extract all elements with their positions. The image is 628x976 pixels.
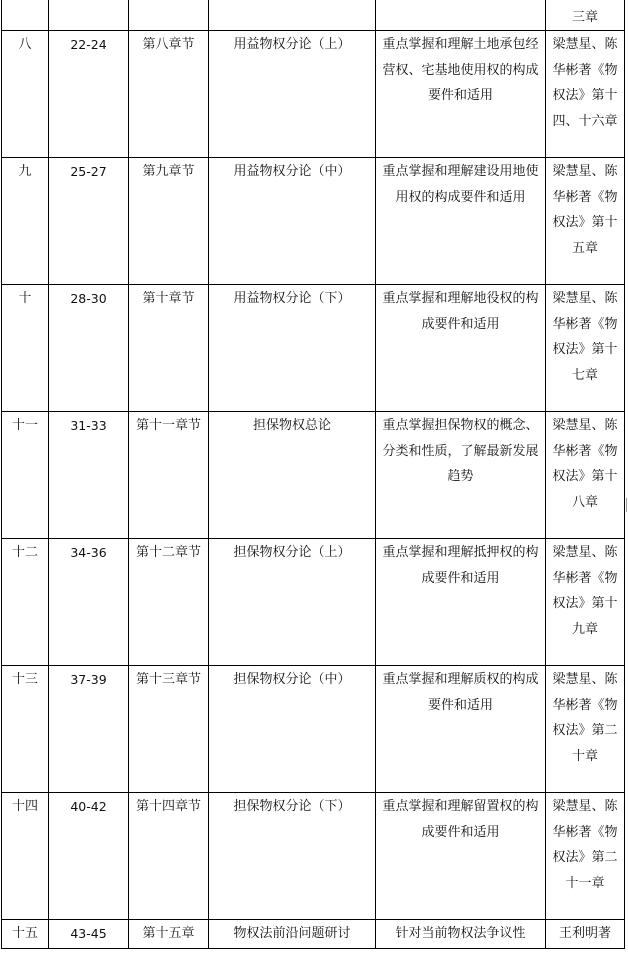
table-row-partial — [2, 0, 625, 31]
objective-text: 重点掌握和理解抵押权的构成要件和适用 — [382, 545, 539, 586]
reference-text: 三章 — [571, 9, 598, 25]
table-row — [2, 158, 625, 285]
cell-number — [2, 412, 49, 539]
reference-text: 梁慧星、陈华彬著《物权法》第十五章 — [552, 164, 618, 256]
cell-reference — [546, 285, 625, 412]
table-row — [2, 793, 625, 920]
cell-reference — [546, 539, 625, 666]
chapter-text: 第十五章 — [142, 926, 195, 941]
objective-text: 重点掌握担保物权的概念、分类和性质，了解最新发展趋势 — [382, 418, 539, 484]
chapter-text: 第十四章节 — [135, 799, 201, 814]
table-row — [2, 285, 625, 412]
table-row — [2, 539, 625, 666]
weeks-text: 40-42 — [70, 799, 107, 814]
number-text: 十二 — [11, 545, 38, 560]
cell-number — [2, 920, 49, 949]
objective-text: 针对当前物权法争议性 — [395, 926, 526, 941]
cell-objective — [376, 793, 546, 920]
cell-chapter — [129, 412, 209, 539]
topic-text: 用益物权分论（上） — [233, 37, 351, 52]
table-row — [2, 666, 625, 793]
weeks-text: 34-36 — [70, 545, 107, 560]
weeks-text: 37-39 — [70, 672, 107, 687]
reference-text: 梁慧星、陈华彬著《物权法》第二十章 — [552, 672, 618, 764]
chapter-text: 第十二章节 — [135, 545, 201, 560]
weeks-text: 28-30 — [70, 291, 107, 306]
weeks-text: 25-27 — [70, 164, 107, 179]
number-text: 十四 — [11, 799, 38, 814]
cell-topic — [209, 31, 376, 158]
objective-text: 重点掌握和理解质权的构成要件和适用 — [382, 672, 539, 713]
weeks-text: 22-24 — [70, 37, 107, 52]
reference-text: 梁慧星、陈华彬著《物权法》第十七章 — [552, 291, 618, 383]
cell-topic — [209, 539, 376, 666]
reference-text: 王利明著 — [558, 926, 611, 941]
weeks-text: 31-33 — [70, 418, 107, 433]
cell-chapter — [129, 920, 209, 949]
number-text: 十三 — [11, 672, 38, 687]
number-text: 十一 — [11, 418, 38, 433]
cell-chapter — [129, 158, 209, 285]
cell-topic — [209, 158, 376, 285]
cell-number — [2, 793, 49, 920]
table-row — [2, 31, 625, 158]
cell-number — [2, 31, 49, 158]
cell-chapter — [129, 539, 209, 666]
cell-empty — [49, 0, 129, 31]
cell-weeks — [49, 412, 129, 539]
table-row — [2, 412, 625, 539]
cell-objective — [376, 920, 546, 949]
cell-topic — [209, 793, 376, 920]
cell-chapter — [129, 31, 209, 158]
cell-weeks — [49, 666, 129, 793]
cell-number — [2, 539, 49, 666]
cell-objective — [376, 285, 546, 412]
chapter-text: 第十三章节 — [135, 672, 201, 687]
cell-weeks — [49, 158, 129, 285]
cell-weeks — [49, 285, 129, 412]
cell-objective — [376, 31, 546, 158]
cell-topic — [209, 412, 376, 539]
topic-text: 担保物权分论（上） — [233, 545, 351, 560]
cell-reference — [546, 158, 625, 285]
cell-reference — [546, 920, 625, 949]
objective-text: 重点掌握和理解地役权的构成要件和适用 — [382, 291, 539, 332]
cell-empty — [209, 0, 376, 31]
topic-text: 担保物权分论（下） — [233, 799, 351, 814]
cell-reference — [546, 31, 625, 158]
topic-text: 物权法前沿问题研讨 — [233, 926, 351, 941]
cell-objective — [376, 412, 546, 539]
cell-weeks — [49, 31, 129, 158]
number-text: 十五 — [11, 926, 38, 941]
cell-objective — [376, 158, 546, 285]
cell-empty — [129, 0, 209, 31]
cell-reference — [546, 0, 625, 31]
objective-text: 重点掌握和理解土地承包经营权、宅基地使用权的构成要件和适用 — [382, 37, 539, 103]
topic-text: 担保物权分论（中） — [233, 672, 351, 687]
cell-topic — [209, 666, 376, 793]
topic-text: 用益物权分论（中） — [233, 164, 351, 179]
cell-number — [2, 158, 49, 285]
cell-reference — [546, 666, 625, 793]
cell-reference — [546, 412, 625, 539]
reference-text: 梁慧星、陈华彬著《物权法》第二十一章 — [552, 799, 618, 891]
objective-text: 重点掌握和理解留置权的构成要件和适用 — [382, 799, 539, 840]
cell-objective — [376, 539, 546, 666]
cell-topic — [209, 285, 376, 412]
cell-chapter — [129, 285, 209, 412]
topic-text: 用益物权分论（下） — [233, 291, 351, 306]
cell-empty — [376, 0, 546, 31]
chapter-text: 第九章节 — [142, 164, 195, 179]
cell-objective — [376, 666, 546, 793]
chapter-text: 第十一章节 — [135, 418, 201, 433]
reference-text: 梁慧星、陈华彬著《物权法》第十四、十六章 — [552, 37, 618, 129]
cell-chapter — [129, 793, 209, 920]
objective-text: 重点掌握和理解建设用地使用权的构成要件和适用 — [382, 164, 539, 205]
cell-weeks — [49, 539, 129, 666]
number-text: 十 — [18, 291, 32, 306]
weeks-text: 43-45 — [70, 926, 107, 941]
table-row — [2, 920, 625, 949]
reference-text: 梁慧星、陈华彬著《物权法》第十八章 — [552, 418, 618, 510]
cell-number — [2, 285, 49, 412]
number-text: 八 — [18, 37, 32, 52]
number-text: 九 — [18, 164, 32, 179]
page-edge-mark — [626, 498, 627, 512]
cell-weeks — [49, 793, 129, 920]
cell-topic — [209, 920, 376, 949]
reference-text: 梁慧星、陈华彬著《物权法》第十九章 — [552, 545, 618, 637]
cell-chapter — [129, 666, 209, 793]
chapter-text: 第十章节 — [142, 291, 195, 306]
syllabus-table — [1, 0, 625, 949]
cell-weeks — [49, 920, 129, 949]
topic-text: 担保物权总论 — [252, 418, 331, 433]
cell-reference — [546, 793, 625, 920]
cell-empty — [2, 0, 49, 31]
chapter-text: 第八章节 — [142, 37, 195, 52]
cell-number — [2, 666, 49, 793]
